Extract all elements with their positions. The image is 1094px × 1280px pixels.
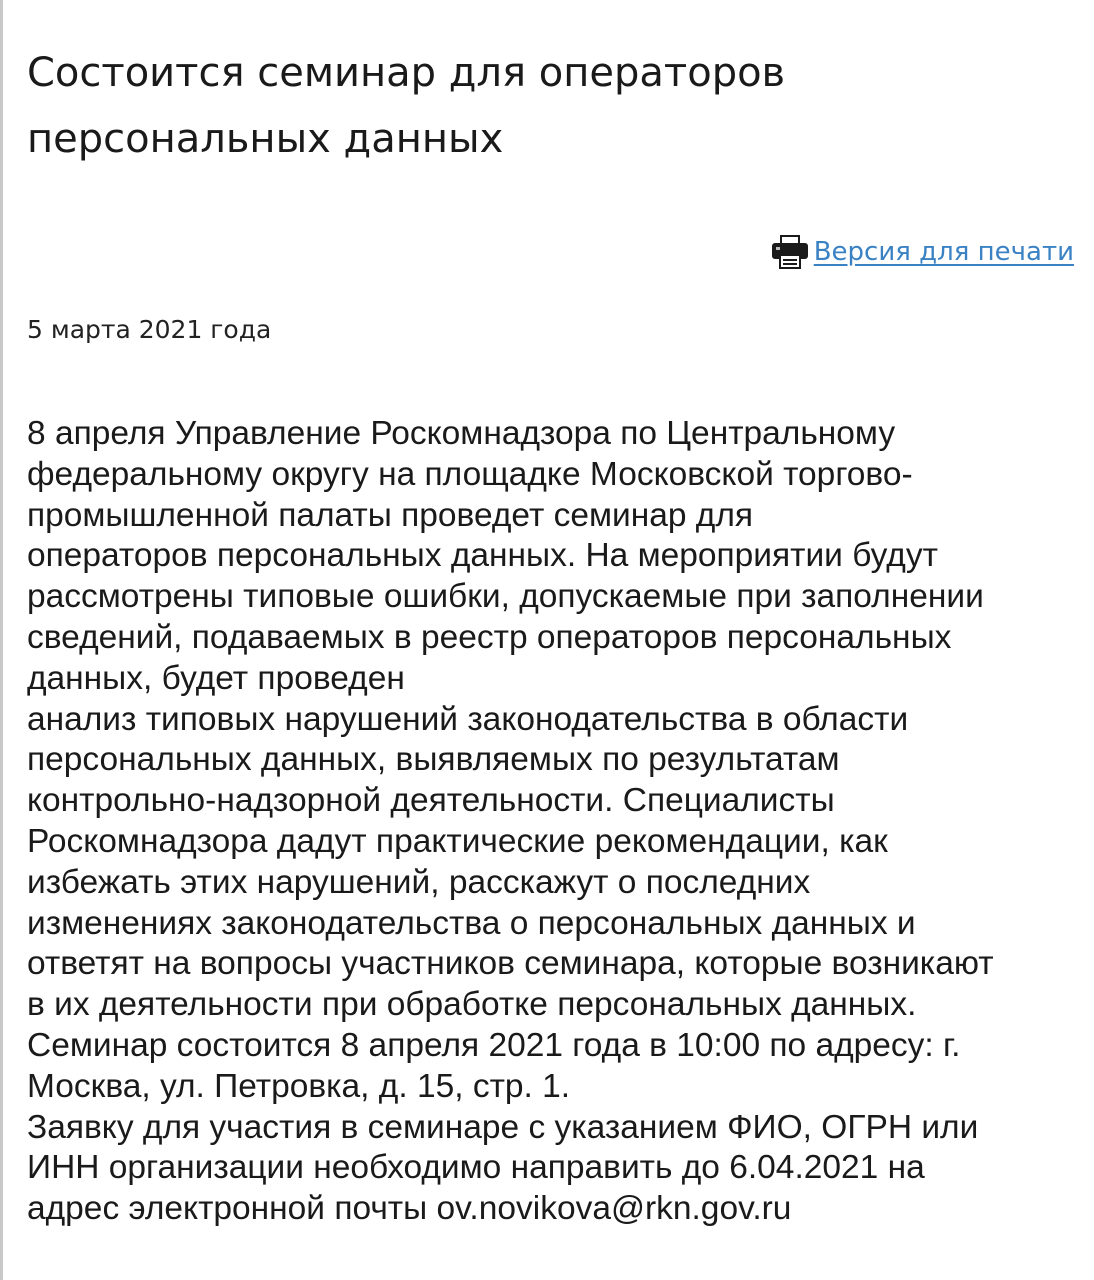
- body-line: контрольно-надзорной деятельности. Специалисты: [27, 782, 835, 820]
- body-line: изменениях законодательства о персональных данных и: [27, 904, 916, 942]
- printer-icon[interactable]: [770, 234, 810, 270]
- body-line: Заявку для участия в семинаре с указанием ФИО, ОГРН или: [27, 1108, 979, 1146]
- body-line: персональных данных, выявляемых по результатам: [27, 741, 840, 779]
- body-line: рассмотрены типовые ошибки, допускаемые при заполнении: [27, 578, 984, 616]
- body-line: адрес электронной почты ov.novikova@rkn.gov.ru: [27, 1190, 792, 1228]
- body-line: федеральному округу на площадке Московской торгово-: [27, 455, 913, 493]
- print-version-link[interactable]: Версия для печати: [813, 237, 1074, 267]
- body-line: 8 апреля Управление Роскомнадзора по Центральному: [27, 415, 896, 452]
- body-line: Москва, ул. Петровка, д. 15, стр. 1.: [27, 1067, 571, 1105]
- body-line: данных, будет проведен: [27, 659, 405, 697]
- article-date: 5 марта 2021 года: [27, 315, 272, 344]
- body-line: избежать этих нарушений, расскажут о последних: [27, 863, 811, 901]
- body-line: в их деятельности при обработке персональных данных.: [27, 986, 917, 1024]
- article-title: Состоится семинар для операторов персональных данных: [27, 50, 786, 162]
- body-line: анализ типовых нарушений законодательства в области: [27, 700, 909, 738]
- body-line: ИНН организации необходимо направить до 6.04.2021 на: [27, 1149, 925, 1187]
- print-version-row[interactable]: [770, 232, 1074, 272]
- body-line: промышленной палаты проведет семинар для: [27, 496, 754, 534]
- body-line: Роскомнадзора дадут практические рекомендации, как: [27, 822, 888, 860]
- body-line: операторов персональных данных. На мероприятии будут: [27, 537, 938, 575]
- body-line: Семинар состоится 8 апреля 2021 года в 10:00 по адресу: г.: [27, 1026, 961, 1064]
- body-line: ответят на вопросы участников семинара, которые возникают: [27, 945, 994, 983]
- article-body: [27, 414, 1087, 1230]
- body-line: сведений, подаваемых в реестр операторов персональных: [27, 618, 952, 656]
